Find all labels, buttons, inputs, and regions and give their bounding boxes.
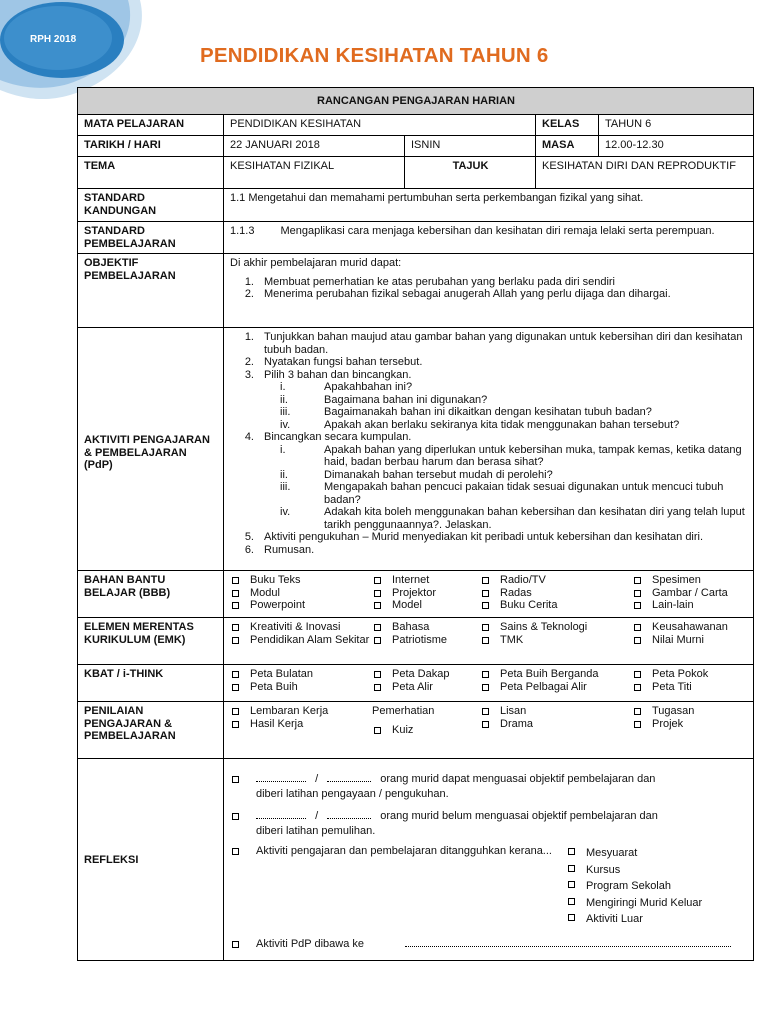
checkbox-option[interactable]: Lembaran Kerja xyxy=(230,705,372,718)
list-item: 4. Bincangkan secara kumpulan. i. Apakah bahan yang diperlukan untuk kebersihan muka, tampak kemas, ketika datang haid, badan berbau harum dan berasa sihat? ii. Dimanakah bahan tersebut mudah di perolehi? iii. Mengapakah bahan pencuci pakaian tidak sesuai digunakan untuk mencuci tubuh badan? iv. Adakah kita boleh menggunakan bahan kebersihan dan kesihatan diri yang telah luput tarikh penggunaannya?. Jelaskan. xyxy=(230,431,748,531)
masa-label: MASA xyxy=(536,136,599,157)
list-item: 5. Aktiviti pengukuhan – Murid menyediakan kit peribadi untuk kebersihan dan kesihatan diri. xyxy=(244,531,704,543)
mata-pelajaran-label: MATA PELAJARAN xyxy=(78,115,224,136)
refleksi-label: REFLEKSI xyxy=(78,759,224,961)
kelas-label: KELAS xyxy=(536,115,599,136)
checkbox-option[interactable]: Patriotisme xyxy=(372,634,480,647)
sub-item: ii. Bagaimana bahan ini digunakan? xyxy=(280,393,488,406)
checkbox-option[interactable]: Internet xyxy=(372,574,480,587)
blank-field[interactable] xyxy=(327,818,371,819)
checkbox-option[interactable]: Pendidikan Alam Sekitar xyxy=(230,634,372,647)
emk-cell xyxy=(224,618,754,665)
refleksi-not-mastered: / orang murid belum menguasai objektif pembelajaran dan xyxy=(230,810,748,823)
kelas-value: TAHUN 6 xyxy=(599,115,754,136)
list-item: 6. Rumusan. xyxy=(244,543,315,556)
checkbox-option[interactable]: Radio/TV xyxy=(480,574,632,587)
standard-kandungan-value: 1.1 Mengetahui dan memahami pertumbuhan serta perkembangan fizikal yang sihat. xyxy=(224,189,754,222)
bbb-label: BAHAN BANTU BELAJAR (BBB) xyxy=(78,571,224,618)
blank-field[interactable] xyxy=(256,818,306,819)
blank-field[interactable] xyxy=(405,946,731,947)
checkbox-option[interactable]: Lisan xyxy=(480,705,632,718)
checkbox-option[interactable]: Powerpoint xyxy=(230,599,372,612)
checkbox-option[interactable]: Tugasan xyxy=(632,705,748,718)
checkbox-option[interactable]: Program Sekolah xyxy=(566,878,702,895)
tema-label: TEMA xyxy=(78,157,224,189)
kbat-options xyxy=(230,668,748,693)
tarikh-label: TARIKH / HARI xyxy=(78,136,224,157)
checkbox-option[interactable]: Kuiz xyxy=(372,724,480,737)
postponed-text: Aktiviti pengajaran dan pembelajaran ditangguhkan kerana... xyxy=(256,845,552,857)
tarikh-day: ISNIN xyxy=(405,136,536,157)
sub-item: ii. Dimanakah bahan tersebut mudah di perolehi? xyxy=(280,468,553,481)
tajuk-label: TAJUK xyxy=(405,157,536,189)
masa-value: 12.00-12.30 xyxy=(599,136,754,157)
objektif-intro: Di akhir pembelajaran murid dapat: xyxy=(230,257,402,269)
penilaian-cell xyxy=(224,702,754,759)
reasons-list xyxy=(566,845,702,928)
sub-item: i. Apakah bahan yang diperlukan untuk kebersihan muka, tampak kemas, ketika datang haid, badan berbau harum dan berasa sihat? xyxy=(280,443,742,468)
checkbox-option[interactable]: Peta Buih Berganda xyxy=(480,668,632,681)
checkbox-option[interactable]: Spesimen xyxy=(632,574,748,587)
checkbox-option[interactable]: Radas xyxy=(480,587,632,600)
standard-pembelajaran-value: Mengaplikasi cara menjaga kebersihan dan kesihatan diri remaja lelaki serta perempuan. xyxy=(280,225,715,237)
checkbox-option[interactable]: Mesyuarat xyxy=(566,845,702,862)
checkbox-option[interactable]: Sains & Teknologi xyxy=(480,621,632,634)
sub-list xyxy=(230,381,748,431)
checkbox-option[interactable]: Mengiringi Murid Keluar xyxy=(566,895,702,912)
bbb-cell xyxy=(224,571,754,618)
kbat-label: KBAT / i-THINK xyxy=(78,665,224,702)
list-item: 1. Membuat pemerhatian ke atas perubahan yang berlaku pada diri sendiri xyxy=(244,275,615,288)
aktiviti-cell xyxy=(224,328,754,571)
checkbox-option[interactable]: Peta Buih xyxy=(230,681,372,694)
mata-pelajaran-value: PENDIDIKAN KESIHATAN xyxy=(224,115,536,136)
refleksi-mastered: / orang murid dapat menguasai objektif pembelajaran dan xyxy=(230,773,748,786)
sub-list xyxy=(230,444,748,532)
standard-pembelajaran-cell xyxy=(224,222,754,254)
refleksi-mastered-cont: diberi latihan pengayaan / pengukuhan. xyxy=(256,787,449,800)
aktiviti-list xyxy=(230,331,748,556)
refleksi-postponed xyxy=(230,845,748,928)
checkbox-option[interactable]: Projektor xyxy=(372,587,480,600)
checkbox-option[interactable]: Gambar / Carta xyxy=(632,587,748,600)
checkbox-option[interactable]: Peta Dakap xyxy=(372,668,480,681)
list-item: 2. Menerima perubahan fizikal sebagai anugerah Allah yang perlu dijaga dan dihargai. xyxy=(244,288,671,300)
checkbox-option[interactable]: Peta Bulatan xyxy=(230,668,372,681)
list-item: 2. Nyatakan fungsi bahan tersebut. xyxy=(244,356,423,368)
sub-item: iii. Bagaimanakah bahan ini dikaitkan dengan kesihatan tubuh badan? xyxy=(280,406,652,418)
list-item: 1. Tunjukkan bahan maujud atau gambar bahan yang digunakan untuk kebersihan diri dan kesihatan tubuh badan. xyxy=(244,331,743,356)
rph-badge: RPH 2018 xyxy=(30,34,77,45)
checkbox-option[interactable]: Buku Teks xyxy=(230,574,372,587)
emk-label: ELEMEN MERENTAS KURIKULUM (EMK) xyxy=(78,618,224,665)
checkbox-option[interactable]: Peta Pelbagai Alir xyxy=(480,681,632,694)
sub-item: i. Apakahbahan ini? xyxy=(280,381,413,393)
checkbox-option[interactable]: Bahasa xyxy=(372,621,480,634)
standard-pembelajaran-code: 1.1.3 xyxy=(230,225,255,237)
tajuk-value: KESIHATAN DIRI DAN REPRODUKTIF xyxy=(536,157,754,189)
option-text: Pemerhatian xyxy=(372,705,435,717)
refleksi-carry xyxy=(230,938,748,951)
lesson-plan-table xyxy=(77,87,754,961)
standard-kandungan-label: STANDARD KANDUNGAN xyxy=(78,189,224,222)
refleksi-cell xyxy=(224,759,754,961)
checkbox-option[interactable]: Aktiviti Luar xyxy=(566,911,702,928)
bbb-options xyxy=(230,574,748,612)
checkbox-option[interactable]: Peta Titi xyxy=(632,681,748,694)
checkbox-option[interactable]: Kursus xyxy=(566,862,702,879)
checkbox-option[interactable]: Buku Cerita xyxy=(480,599,632,612)
checkbox-option[interactable]: Peta Pokok xyxy=(632,668,748,681)
checkbox-option[interactable]: Hasil Kerja xyxy=(230,718,372,731)
blank-field[interactable] xyxy=(327,781,371,782)
checkbox-option[interactable]: Kreativiti & Inovasi xyxy=(230,621,372,634)
checkbox-option[interactable]: Projek xyxy=(632,718,748,731)
sub-item: iv. Adakah kita boleh menggunakan bahan kebersihan dan kesihatan diri yang telah luput tarikh penggunaannya?. Jelaskan. xyxy=(280,506,745,531)
checkbox-icon[interactable] xyxy=(232,813,239,820)
penilaian-options xyxy=(230,705,748,736)
blank-field[interactable] xyxy=(256,781,306,782)
checkbox-option[interactable]: Model xyxy=(372,599,480,612)
objektif-cell xyxy=(224,254,754,328)
tema-value: KESIHATAN FIZIKAL xyxy=(224,157,405,189)
standard-pembelajaran-label: STANDARD PEMBELAJARAN xyxy=(78,222,224,254)
checkbox-option[interactable]: TMK xyxy=(480,634,632,647)
checkbox-option[interactable]: Drama xyxy=(480,718,632,731)
checkbox-option[interactable]: Peta Alir xyxy=(372,681,480,694)
kbat-cell xyxy=(224,665,754,702)
refleksi-not-mastered-cont: diberi latihan pemulihan. xyxy=(256,824,376,837)
table-header: RANCANGAN PENGAJARAN HARIAN xyxy=(78,88,754,115)
checkbox-option[interactable]: Lain-lain xyxy=(632,599,748,612)
list-item: 3. Pilih 3 bahan dan bincangkan. i. Apakahbahan ini? ii. Bagaimana bahan ini digunakan? iii. Bagaimanakah bahan ini dikaitkan dengan kesihatan tubuh badan? iv. Apakah akan berlaku sekiranya kita tidak menggunakan bahan tersebut? xyxy=(230,369,748,432)
checkbox-option[interactable]: Nilai Murni xyxy=(632,634,748,647)
aktiviti-label: AKTIVITI PENGAJARAN & PEMBELAJARAN (PdP) xyxy=(78,328,224,571)
checkbox-option[interactable]: Keusahawanan xyxy=(632,621,748,634)
sub-item: iv. Apakah akan berlaku sekiranya kita tidak menggunakan bahan tersebut? xyxy=(280,418,680,431)
checkbox-icon[interactable] xyxy=(232,941,239,948)
carry-text: Aktiviti PdP dibawa ke xyxy=(256,937,365,950)
emk-options xyxy=(230,621,748,646)
checkbox-option[interactable]: Modul xyxy=(230,587,372,600)
tarikh-date: 22 JANUARI 2018 xyxy=(224,136,405,157)
objektif-label: OBJEKTIF PEMBELAJARAN xyxy=(78,254,224,328)
page-title: PENDIDIKAN KESIHATAN TAHUN 6 xyxy=(200,44,549,67)
sub-item: iii. Mengapakah bahan pencuci pakaian tidak sesuai digunakan untuk mencuci tubuh badan? xyxy=(280,481,724,506)
objektif-list xyxy=(230,276,748,301)
penilaian-label: PENILAIAN PENGAJARAN & PEMBELAJARAN xyxy=(78,702,224,759)
checkbox-icon[interactable] xyxy=(232,776,239,783)
checkbox-icon[interactable] xyxy=(232,848,239,855)
